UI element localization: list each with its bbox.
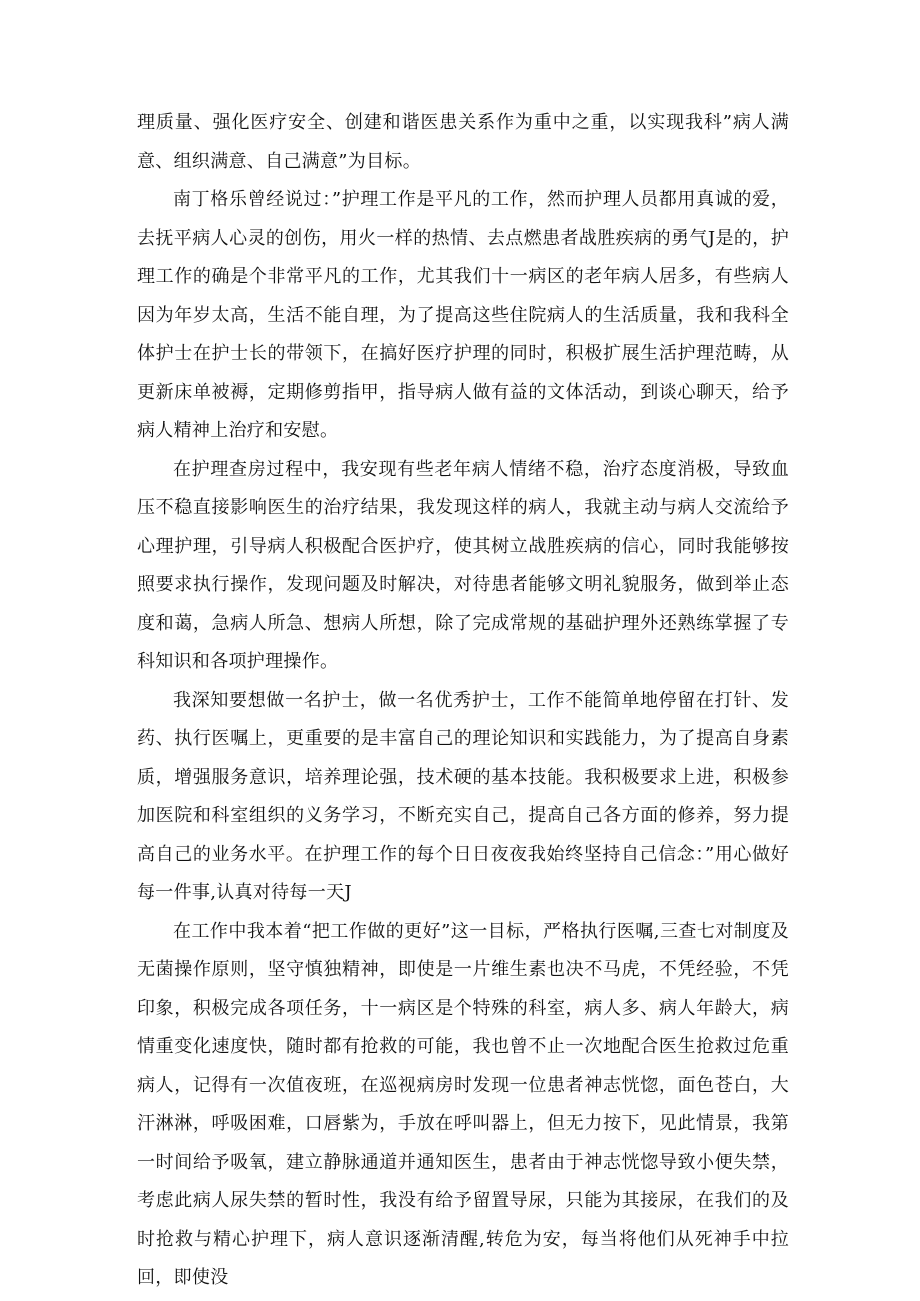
paragraph-nursing-rounds: 在护理查房过程中，我安现有些老年病人情绪不稳，治疗态度消极，导致血压不稳直接影响医生的治疗结果，我发现这样的病人，我就主动与病人交流给予心理护理，引导病人积极配合医护疗，使其树立战胜疾病的信心，同时我能够按照要求执行操作，发现问题及时解决，对待患者能够文明礼貌服务，做到举止态度和蔼，急病人所急、想病人所想，除了完成常规的基础护理外还熟练掌握了专科知识和各项护理操作。 [137, 458, 789, 672]
paragraph-self-improvement: 我深知要想做一名护士，做一名优秀护士，工作不能简单地停留在打针、发药、执行医嘱上，更重要的是丰富自己的理论知识和实践能力，为了提高自身素质，增强服务意识，培养理论强，技术硬的基本技能。我积极要求上进，积极参加医院和科室组织的义务学习，不断充实自己，提高自己各方面的修养，努力提高自己的业务水平。在护理工作的每个日日夜夜我始终坚持自己信念：”用心做好每一件事,认真对待每一天J [137, 689, 789, 903]
document-page [137, 104, 789, 1298]
paragraph-nightingale-quote: 南丁格乐曾经说过：”护理工作是平凡的工作，然而护理人员都用真诚的爱，去抚平病人心灵的创伤，用火一样的热情、去点燃患者战胜疾病的勇气J是的，护理工作的确是个非常平凡的工作，尤其我们十一病区的老年病人居多，有些病人因为年岁太高，生活不能自理，为了提高这些住院病人的生活质量，我和我科全体护士在护士长的带领下，在搞好医疗护理的同时，积极扩展生活护理范畴，从更新床单被褥，定期修剪指甲，指导病人做有益的文体活动，到谈心聊天，给予病人精神上治疗和安慰。 [137, 189, 789, 441]
paragraph-emergency-rescue: 在工作中我本着“把工作做的更好”这一目标，严格执行医嘱,三查七对制度及无菌操作原则，坚守慎独精神，即使是一片维生素也决不马虎，不凭经验，不凭印象，积极完成各项任务，十一病区是个特殊的科室，病人多、病人年龄大，病情重变化速度快，随时都有抢救的可能，我也曾不止一次地配合医生抢救过危重病人，记得有一次值夜班，在巡视病房时发现一位患者神志恍惚，面色苍白，大汗淋淋，呼吸困难，口唇紫为，手放在呼叫器上，但无力按下，见此情景，我第一时间给予吸氧，建立静脉通道并通知医生，患者由于神志恍惚导致小便失禁，考虑此病人尿失禁的暂时性，我没有给予留置导尿，只能为其接尿，在我们的及时抢救与精心护理下，病人意识逐渐清醒,转危为安，每当将他们从死神手中拉回，即使没 [137, 920, 789, 1288]
paragraph-continuation: 理质量、强化医疗安全、创建和谐医患关系作为重中之重，以实现我科”病人满意、组织满意、自己满意”为目标。 [137, 112, 789, 172]
